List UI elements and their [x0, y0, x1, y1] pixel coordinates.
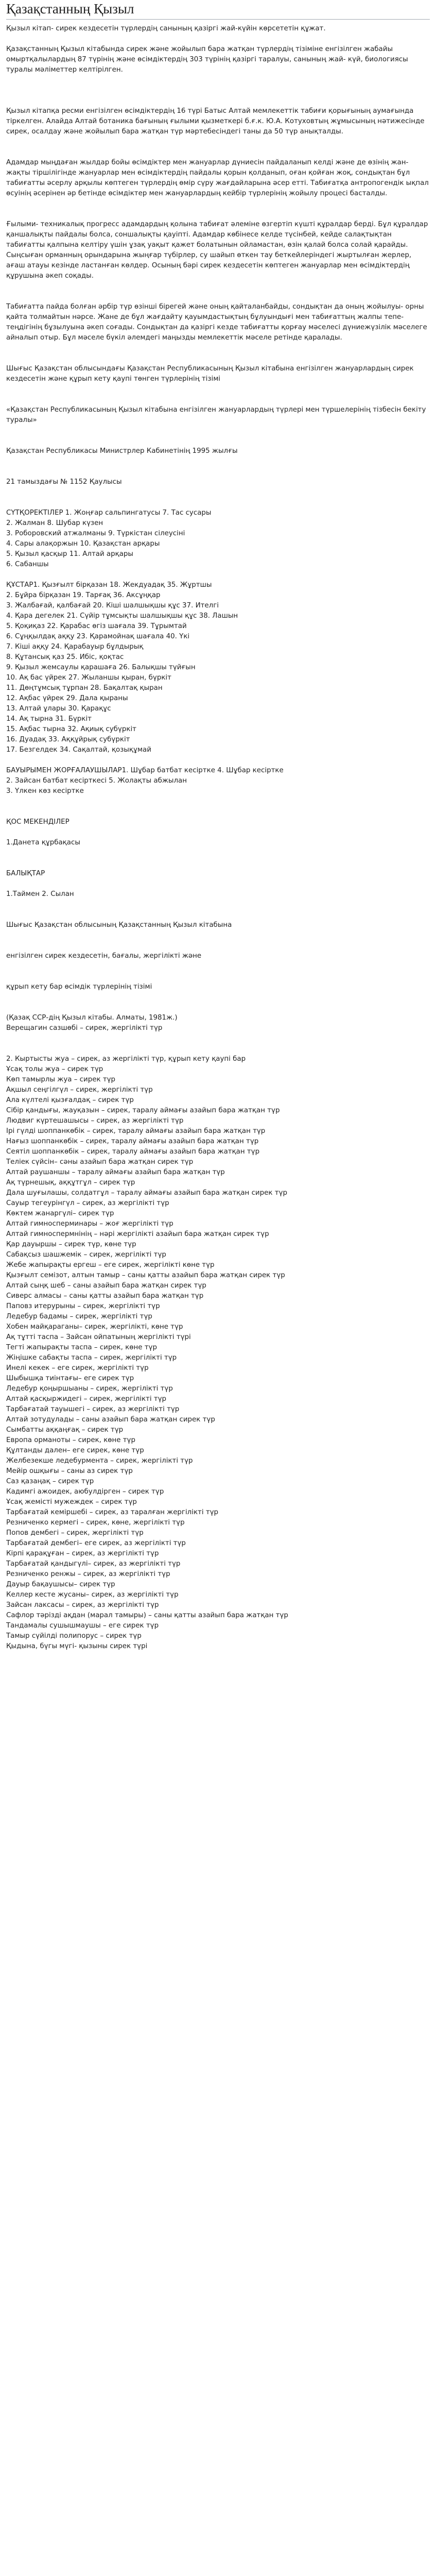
list-line: БАУЫРЫМЕН ЖОРҒАЛАУШЫЛАР1. Шұбар батбат кесірткe 4. Шұбар кесіртке [6, 767, 284, 774]
list-line: Ақ түрнешық, аққұтгұл – сирек түр [6, 1179, 135, 1187]
list-line: 3. Жалбағай, қалбағай 20. Кіші шалшықшы құс 37. Ителгі [6, 602, 219, 609]
blank-line [6, 858, 430, 869]
list-line: Келлер кесте жусаны– сирек, аз жергілікті түр [6, 1591, 179, 1599]
list-line: 3. Үлкен көз кесіртке [6, 787, 84, 795]
blank-line [6, 147, 430, 158]
blank-line [6, 456, 430, 467]
list-line: Сафлор тәрізді ақдан (марал тамыры) – саны қатты азайып бара жатқан түр [6, 1612, 288, 1619]
list-line: 2. Зайсан батбат кесірткесі 5. Жолақты абжылан [6, 777, 187, 785]
list-line: 8. Құтансық қаз 25. Ибіс, қоқтас [6, 653, 124, 661]
list-line: 9. Қызыл жемсаулы қарашаға 26. Балықшы түйғын [6, 664, 196, 671]
list-line: Тандамалы сушышмаушы – еге сирек түр [6, 1622, 159, 1630]
list-line: БАЛЫҚТАР [6, 870, 45, 877]
list-line: 11. Дөңтұмсық тұрпан 28. Бақалтақ қыран [6, 684, 163, 692]
blank-line [6, 827, 430, 838]
list-line: Алтай сыңқ шеб – саны азайып бара жатқан сирек түр [6, 1282, 206, 1290]
list-line: Желбезекше ледебурмента – сирек, жергілікті түр [6, 1457, 193, 1465]
blank-line [6, 209, 430, 219]
blank-line [6, 292, 430, 302]
list-line: (Қазақ ССР-дің Қызыл кітабы. Алматы, 1981ж.) [6, 1014, 178, 1022]
list-line: Алтай қасқыржидегі – сирек, жергілікті түр [6, 1395, 167, 1403]
list-line: Попов дембегі – сирек, жергілікті түр [6, 1529, 144, 1537]
intro-paragraph: Қазақстанның Қызыл кітабында сирек және жойылып бара жатқан түрлердің тізіміне енгізілген жабайы омыртқалылардың 87 түрінің және өсімдіктердің 303 түрінің қазіргі таралуы, санының жай- күй, биологиясы туралы мәліметтер келтірілген. [6, 45, 408, 74]
list-line: енгізілген сирек кездесетін, бағалы, жергілікті және [6, 952, 202, 960]
list-line: Сымбатты аққаңғақ – сирек түр [6, 1426, 124, 1434]
intro-paragraph: «Қазақстан Республикасының Қызыл кітабына енгізілген жануарлардың түрлері мен түршелерінің тізбесін бекіту туралы» [6, 406, 426, 424]
list-line: Шыбышқа тиінтағы– еге сирек түр [6, 1375, 134, 1382]
list-line: Хобен майқараганы– сирек, жергілікті, көне түр [6, 1323, 183, 1331]
list-line: ҚОС МЕКЕНДІЛЕР [6, 818, 69, 826]
list-line: 5. Қоқиқаз 22. Қарабас өгіз шағала 39. Тұрымтай [6, 622, 187, 630]
list-line: Ала күлтелі қызғалдақ – сирек түр [6, 1096, 134, 1104]
list-line: Сиверс алмасы – саны қатты азайып бара жатқан түр [6, 1292, 204, 1300]
list-line: Резниченко ренжы – сирек, аз жергілікті түр [6, 1570, 170, 1578]
intro-paragraph: Ғылыми- техникалық прогресс адамдардың қолына табиғат әлеміне өзгертіп күшті құралдар берді. Бұл құралдар қаншалықты пайдалы болса, соншалықты қауіпті. Адамдар көбінесе келде түсінбей, кейде салақтықтан табиғатты қалпына келтіру үшін ұзақ уақыт қажет болатынын ойламастан, өзін қалай болса солай қарайды. Сыңсыған орманның орындарына жыңғар түбірлер, су шайып өткен тау беткейлеріндегі жыртылған жерлер, ағаш атауы кезінде ластанған көлдер. Осының бәрі сирек кездесетін көптеген жануарлар мен өсімдіктердің құрушына әкеп соқады. [6, 221, 428, 280]
list-line: Көп тамырлы жуа – сирек түр [6, 1076, 116, 1083]
blank-line [6, 353, 430, 364]
intro-paragraph: Шығыс Қазақстан облысындағы Қазақстан Республикасының Қызыл кітабына енгізілген жануарлардың сирек кездесетін және құрып кету қаупі төнген түрлерінің тізімі [6, 365, 414, 383]
list-line: құрып кету бар өсімдік түрлерінің тізімі [6, 983, 152, 991]
intro-paragraph: Адамдар мыңдаған жылдар бойы өсімдіктер мен жануарлар дүниесін пайдаланып келді және де өзінің жан- жақты тіршілігінде жануарлар мен өсімдіктердің пайдалы қорын қолданып, оған қойған жоқ, сондықтан бұл табиғатты әсерлу арқылы көптеген түрлердің өмір сүру жағдайларына әсер етті. Табиғатқа антропогендік ықпал өсуінің әсерінен әр бетінде өсімдіктер мен жануарлардың кейбір түрлерінің жойылу процесі басталды. [6, 159, 429, 197]
blank-line [6, 34, 430, 44]
list-line: 12. Ақбас үйрек 29. Дала қыраны [6, 694, 128, 702]
blank-line [6, 96, 430, 106]
blank-line [6, 879, 430, 889]
list-line: 5. Қызыл қасқыр 11. Алтай арқары [6, 550, 134, 558]
list-line: Людвиг күртешашысы – сирек, аз жергілікті түр [6, 1117, 184, 1125]
list-line: 4. Қара дегелек 21. Сүйір тұмсықты шалшықшы құс 38. Лашын [6, 612, 238, 620]
blank-line [6, 384, 430, 395]
list-line: СҮТҚОРЕКТІЛЕР 1. Жоңғар сальпингатусы 7. Тас сусары [6, 509, 212, 517]
list-line: 10. Ақ бас үйрек 27. Жыланшы қыран, бүркіт [6, 674, 171, 682]
blank-line [6, 796, 430, 807]
list-line: Ірі гүлді шоппанкөбік – сирек, таралу аймағы азайып бара жатқан түр [6, 1127, 266, 1135]
list-line: Тарбағатай дембегі– еге сирек, аз жергілікті түр [6, 1539, 186, 1547]
blank-line [6, 1003, 430, 1013]
list-line: 16. Дуадақ 33. Аққұйрық субүркіт [6, 736, 130, 743]
list-line: Резниченко кермегі – сирек, көне, жергілікті түр [6, 1519, 185, 1527]
list-line: 4. Сары алақоржын 10. Қазақстан арқары [6, 540, 160, 548]
list-line: Алтай гимноспермнінің – нәрі жергілікті азайып бара жатқан сирек түр [6, 1230, 269, 1238]
list-line: Паповз итерурыны – сирек, жергілікті түр [6, 1302, 160, 1310]
list-line: Нағыз шоппанкөбік – сирек, таралу аймағы азайып бара жатқан түр [6, 1138, 259, 1145]
blank-line [6, 972, 430, 982]
list-line: 17. Безгелдек 34. Сақалтай, қозықұмай [6, 746, 151, 754]
list-line: Тарбағатай тауышегі – сирек, аз жергілікті түр [6, 1405, 180, 1413]
list-line: Сеятіл шоппанкөбік – сирек, таралу аймағы азайып бара жатқан түр [6, 1148, 260, 1156]
species-list-section [6, 508, 430, 1652]
list-line: Дала шуғылашы, солдатгұл – таралу аймағы азайып бара жатқан сирек түр [6, 1189, 287, 1197]
list-line: 7. Кіші аққу 24. Қарабауыр бұлдырық [6, 643, 144, 651]
list-line: Жебе жапырақты ергеш – еге сирек, жергілікті көне түр [6, 1261, 215, 1269]
blank-line [6, 137, 430, 147]
list-line: Европа орманоты – сирек, көне түр [6, 1436, 135, 1444]
list-line: Ақ тұтті таспа – Зайсан ойпатының жергілікті түрі [6, 1333, 191, 1341]
list-line: Теліек сүйсін– сәны азайып бара жатқан сирек түр [6, 1158, 194, 1166]
list-line: Шығыс Қазақстан облысының Қазақстанның Қызыл кітабына [6, 921, 232, 929]
list-line: Мейір ошқығы – саны аз сирек түр [6, 1467, 133, 1475]
blank-line [6, 487, 430, 498]
list-line: Қыдына, бүгы мүгі- қызыны сирек түрі [6, 1642, 148, 1650]
list-line: Ақшыл сеңгілгүл – сирек, жергілікті түр [6, 1086, 153, 1094]
blank-line [6, 930, 430, 941]
blank-line [6, 941, 430, 951]
list-line: Алтай зотудулады – саны азайып бара жатқан сирек түр [6, 1416, 215, 1423]
blank-line [6, 426, 430, 436]
list-line: Кірпі қарақұған – сирек, аз жергілікті түр [6, 1550, 159, 1557]
list-line: Дауыр бақаушысы– сирек түр [6, 1581, 115, 1588]
list-line: ҚҰСТАР1. Қызғылт бірқазан 18. Жекдуадақ 35. Жұртшы [6, 581, 212, 589]
list-line: 2. Кыртысты жуа – сирек, аз жергілікті түр, құрып кету қаупі бар [6, 1055, 246, 1063]
list-line: Ледебур қоңыршыаны – сирек, жергілікті түр [6, 1385, 173, 1393]
list-line: Қызғылт семізот, алтын тамыр – саны қатты азайып бара жатқан сирек түр [6, 1272, 285, 1279]
list-line: 15. Ақбас тырна 32. Ақиық субүркіт [6, 725, 136, 733]
blank-line [6, 570, 430, 580]
list-line: Тамыр сүйілді полипорус – сирек түр [6, 1632, 142, 1640]
list-line: Тарбағатай қандыгүлі– сирек, аз жергілікті түр [6, 1560, 181, 1568]
intro-paragraph: Қазақстан Республикасы Министрлер Кабинетінің 1995 жылғы [6, 447, 238, 455]
list-line: 13. Алтай ұлары 30. Қарақұс [6, 705, 111, 713]
list-line: 6. Сабаншы [6, 561, 49, 568]
list-line: Саз қазаңақ – сирек түр [6, 1478, 94, 1485]
blank-line [6, 807, 430, 817]
list-line: 14. Ақ тырна 31. Бүркіт [6, 715, 92, 723]
intro-paragraph: Қызыл кітапқа ресми енгізілген өсімдіктердің 16 түрі Батыс Алтай мемлекеттік табиғи қорығының аумағында тіркелген. Алайда Алтай ботаника бағының ғылыми қызметкері б.ғ.к. Ю.А. Котуховтың жұмысының нәтижесінде сирек, осалдау және жойылып бара жатқан түр мәртебесіндегі таны да 50 түр анықталды. [6, 107, 425, 135]
list-line: Кадимгі ажоидек, аюбулдірген – сирек түр [6, 1488, 164, 1496]
list-line: Сауыр тегеурінгүл – сирек, аз жергілікті түр [6, 1199, 169, 1207]
intro-paragraph: Қызыл кітап- сирек кездесетін түрлердің санының қазіргі жай-күйін көрсететін құжат. [6, 25, 326, 32]
list-line: Ұсақ толы жуа – сирек түр [6, 1065, 103, 1073]
list-line: Зайсан лаксасы – сирек, аз жергілікті түр [6, 1601, 159, 1609]
blank-line [6, 75, 430, 86]
page-title: Қазақстанның Қызыл [6, 1, 430, 20]
list-line: 3. Роборовский атжалманы 9. Түркістан сілеусіні [6, 530, 185, 537]
list-line: Инелі кекек – еге сирек, жергілікті түр [6, 1364, 149, 1372]
list-line: Сабақсыз шашжемік – сирек, жергілікті түр [6, 1251, 166, 1259]
blank-line [6, 199, 430, 209]
list-line: Тарбағатай кеміршебі – сирек, аз таралған жергілікті түр [6, 1509, 219, 1516]
list-line: 2. Бұйра бірқазан 19. Тарғақ 36. Аксұңқар [6, 591, 161, 599]
blank-line [6, 1033, 430, 1044]
blank-line [6, 961, 430, 972]
blank-line [6, 848, 430, 858]
list-line: 1.Таймен 2. Сылан [6, 890, 74, 898]
list-line: Алтай раушаншы – таралу аймағы азайып бара жатқан түр [6, 1168, 225, 1176]
list-line: 1.Данета құрбақасы [6, 839, 80, 846]
list-line: 6. Сұңқылдақ аққу 23. Қарамойнақ шағала 40. Үкі [6, 633, 190, 640]
list-line: Құлтанды дален– еге сирек, көне түр [6, 1447, 144, 1454]
list-line: Ұсақ жемісті мужеждек – сирек түр [6, 1498, 137, 1506]
list-line: Сібір қандығы, жауқазын – сирек, таралу аймағы азайып бара жатқан түр [6, 1107, 280, 1114]
blank-line [6, 755, 430, 766]
list-line: Верещагин сазшөбі – сирек, жергілікті түр [6, 1024, 163, 1032]
blank-line [6, 910, 430, 920]
list-line: Тегті жапырақты таспа – сирек, көне түр [6, 1344, 157, 1351]
blank-line [6, 436, 430, 446]
blank-line [6, 86, 430, 96]
blank-line [6, 395, 430, 405]
list-line: Алтай гимносперминары – жоғ жергілікті түр [6, 1220, 173, 1228]
blank-line [6, 467, 430, 477]
intro-section [6, 24, 430, 508]
list-line: Көктем жанаргүлі– сирек түр [6, 1210, 114, 1217]
blank-line [6, 992, 430, 1003]
list-line: Қар дауыршы – сирек түр, көне түр [6, 1241, 136, 1248]
list-line: Жіңішке сабақты таспа – сирек, жергілікті түр [6, 1354, 177, 1362]
blank-line [6, 1044, 430, 1054]
intro-paragraph: Табиғатта пайда болған әрбір түр өзінші бірегей және оның қайталанбайды, сондықтан да оның жойылуы- орны қайта толмайтын нәрсе. Жане де бұл жағдайту қауымдастықтың бұлуындығі мен табиғаттың жалпы тепе- теңдігінің бұзылуына әкеп соғады. Сондықтан да қазіргі кезде табиғатты қорғау мәселесі дүниежүзілік мәселеге айналып отыр. Бұл мәселе бүкіл әлемдегі маңызды мемлекеттік мәселе ретінде қаралады. [6, 303, 427, 342]
blank-line [6, 900, 430, 910]
intro-paragraph: 21 тамыздағы № 1152 Қаулысы [6, 478, 122, 486]
list-line: Ледебур бадамы – сирек, жергілікті түр [6, 1313, 152, 1320]
blank-line [6, 343, 430, 353]
list-line: 2. Жалман 8. Шубар күзен [6, 519, 103, 527]
blank-line [6, 498, 430, 508]
blank-line [6, 281, 430, 292]
